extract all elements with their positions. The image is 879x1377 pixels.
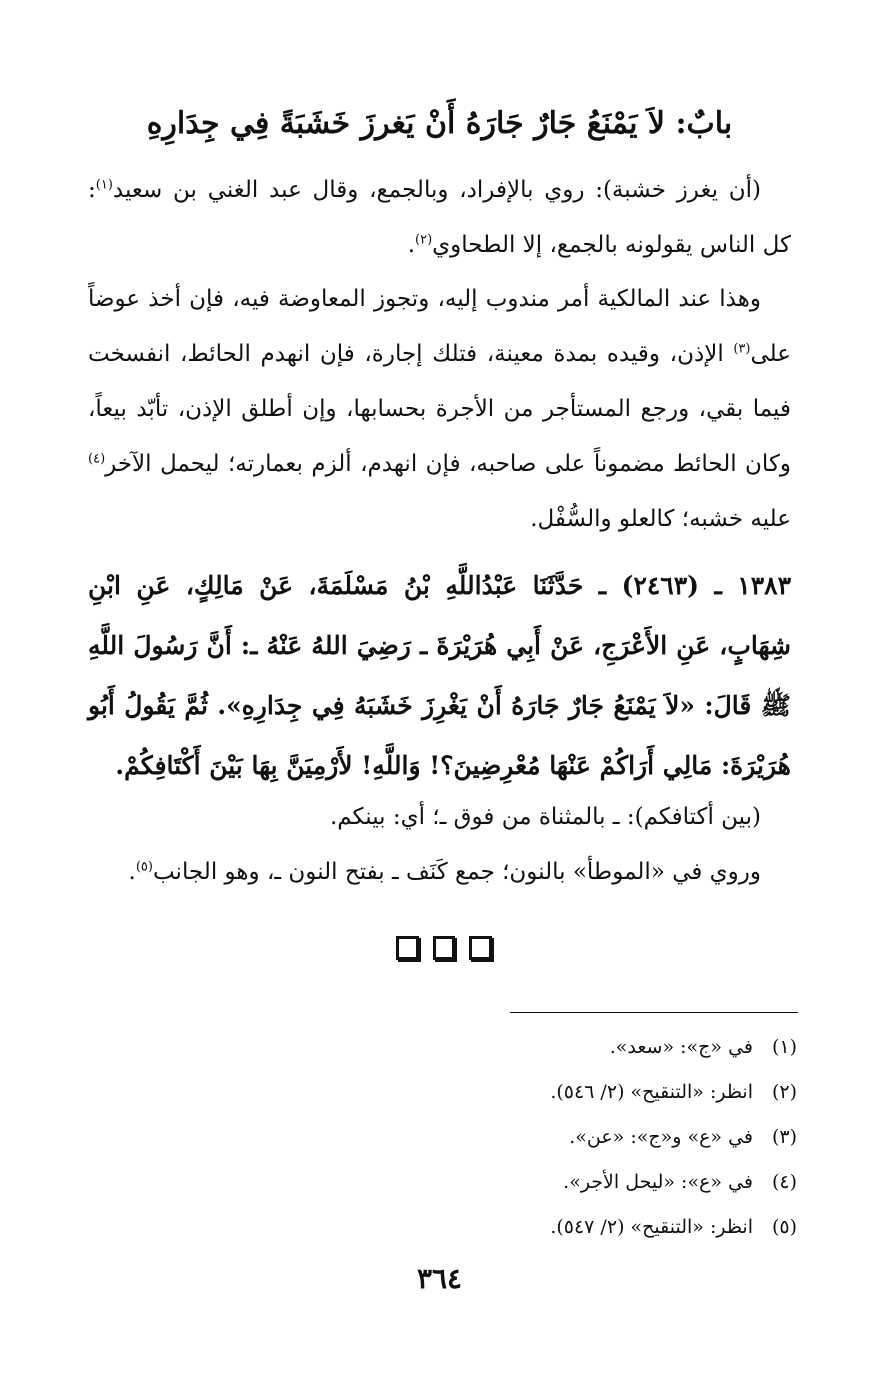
page-number: ٣٦٤ <box>416 1262 463 1295</box>
footnote-text: في «ع»: «ليحل الأجر». <box>563 1171 753 1193</box>
footnote-1 <box>88 1032 797 1062</box>
section-separator <box>396 936 492 964</box>
footnote-text: في «ع» و«ج»: «عن». <box>569 1126 753 1148</box>
footnote-number: (٥) <box>771 1216 797 1238</box>
footnote-5 <box>88 1212 797 1242</box>
para1-text: (أن يغرز خشبة): روي بالإفراد، وبالجمع، وقال عبد الغني بن سعيد <box>112 177 761 203</box>
separator-square-icon <box>433 936 456 960</box>
footnote-ref-3[interactable]: (٣) <box>733 341 751 357</box>
separator-square-icon <box>469 936 492 960</box>
paragraph-2 <box>88 272 791 547</box>
footnote-4 <box>88 1167 797 1197</box>
para2-text-c: عليه خشبه؛ كالعلو والسُّفْل. <box>530 506 791 532</box>
para2-text-a: وهذا عند المالكية أمر مندوب إليه، وتجوز المعاوضة فيه، فإن أخذ عوضاً على <box>88 286 791 367</box>
note-2 <box>88 848 791 896</box>
footnote-ref-4[interactable]: (٤) <box>88 451 106 467</box>
footnote-text: انظر: «التنقيح» (٢/ ٥٤٧). <box>550 1216 753 1238</box>
paragraph-1 <box>88 163 791 273</box>
footnote-text: انظر: «التنقيح» (٢/ ٥٤٦). <box>550 1081 753 1103</box>
note2-text: وروي في «الموطأ» بالنون؛ جمع كَنَف ـ بفتح النون ـ، وهو الجانب <box>152 859 761 885</box>
note-1: (بين أكتافكم): ـ بالمثناة من فوق ـ؛ أي: بينكم. <box>329 804 761 830</box>
footnote-ref-2[interactable]: (٢) <box>415 232 433 248</box>
footnote-2 <box>88 1077 797 1107</box>
footnote-3 <box>88 1122 797 1152</box>
footnote-rule <box>510 1012 798 1013</box>
footnote-number: (١) <box>771 1036 797 1058</box>
separator-square-icon <box>396 936 419 960</box>
hadith-text: ١٣٨٣ ـ (٢٤٦٣) ـ حَدَّثَنَا عَبْدُاللَّهِ بْنُ مَسْلَمَةَ، عَنْ مَالِكٍ، عَنِ ابْنِ شِهَابٍ، عَنِ الأَعْرَجِ، عَنْ أَبِي هُرَيْرَةَ ـ رَضِيَ اللهُ عَنْهُ ـ: أَنَّ رَسُولَ اللَّهِ ﷺ قَالَ: «لاَ يَمْنَعُ جَارٌ جَارَهُ أَنْ يَغْرِزَ خَشَبَهُ فِي جِدَارِهِ». ثُمَّ يَقُولُ أَبُو هُرَيْرَةَ: مَالِي أَرَاكُمْ عَنْهَا مُعْرِضِينَ؟! وَاللَّهِ! لأَرْمِيَنَّ بِهَا بَيْنَ أَكْتَافِكُمْ. <box>88 571 791 780</box>
chapter-heading: بابٌ: لاَ يَمْنَعُ جَارٌ جَارَهُ أَنْ يَغرزَ خَشَبَةً فِي جِدَارِهِ <box>146 106 733 141</box>
para2-text-b: الإذن، وقيده بمدة معينة، فتلك إجارة، فإن انهدم الحائط، انفسخت فيما بقي، ورجع المستأجر من الأجرة بحسابها، وإن أطلق الإذن، تأبّد بيعاً، وكان الحائط مضموناً على صاحبه، فإن انهدم، ألزم بعمارته؛ ليحمل الآخر <box>88 341 791 477</box>
footnote-number: (٣) <box>771 1126 797 1148</box>
footnote-number: (٤) <box>771 1171 797 1193</box>
para1-end: . <box>407 232 415 258</box>
footnote-number: (٢) <box>771 1081 797 1103</box>
footnote-text: في «ج»: «سعد». <box>609 1036 753 1058</box>
footnote-ref-5[interactable]: (٥) <box>135 859 153 875</box>
para1-tail: : كل الناس يقولونه بالجمع، إلا الطحاوي <box>88 177 791 258</box>
footnote-ref-1[interactable]: (١) <box>95 177 113 193</box>
note2-end: . <box>128 859 136 885</box>
